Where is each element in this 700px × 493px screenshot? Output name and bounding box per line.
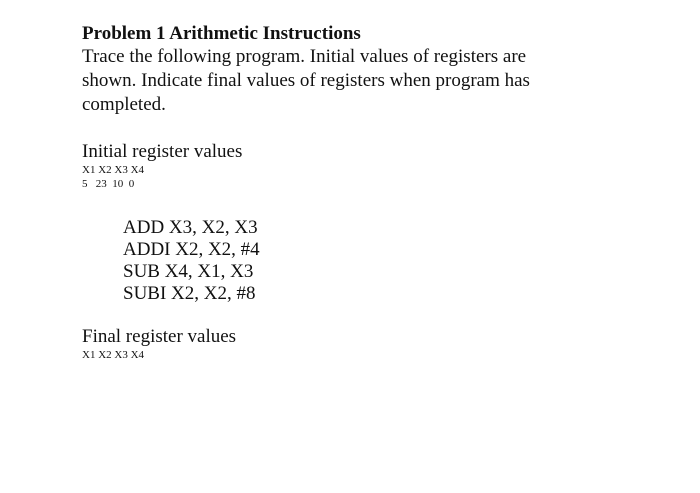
- spacer: [82, 305, 682, 325]
- instruction-line: SUBI X2, X2, #8: [123, 283, 256, 304]
- final-values-heading: Final register values: [82, 326, 237, 347]
- problem-intro: Trace the following program. Initial values of registers are shown. Indicate final values of registers when program has completed.: [82, 46, 530, 115]
- instruction-line: ADD X3, X2, X3: [123, 217, 258, 238]
- problem-document: [82, 22, 682, 362]
- problem-title: Problem 1 Arithmetic Instructions: [82, 23, 361, 44]
- spacer: [82, 117, 682, 140]
- instruction-line: ADDI X2, X2, #4: [123, 239, 260, 260]
- final-registers-header: X1 X2 X3 X4: [82, 349, 145, 361]
- instruction-line: SUB X4, X1, X3: [123, 261, 254, 282]
- program-listing: [82, 217, 682, 305]
- initial-registers-values: 5 23 10 0: [82, 178, 135, 190]
- initial-values-heading: Initial register values: [82, 141, 243, 162]
- initial-registers-header: X1 X2 X3 X4: [82, 164, 145, 176]
- spacer: [82, 191, 682, 217]
